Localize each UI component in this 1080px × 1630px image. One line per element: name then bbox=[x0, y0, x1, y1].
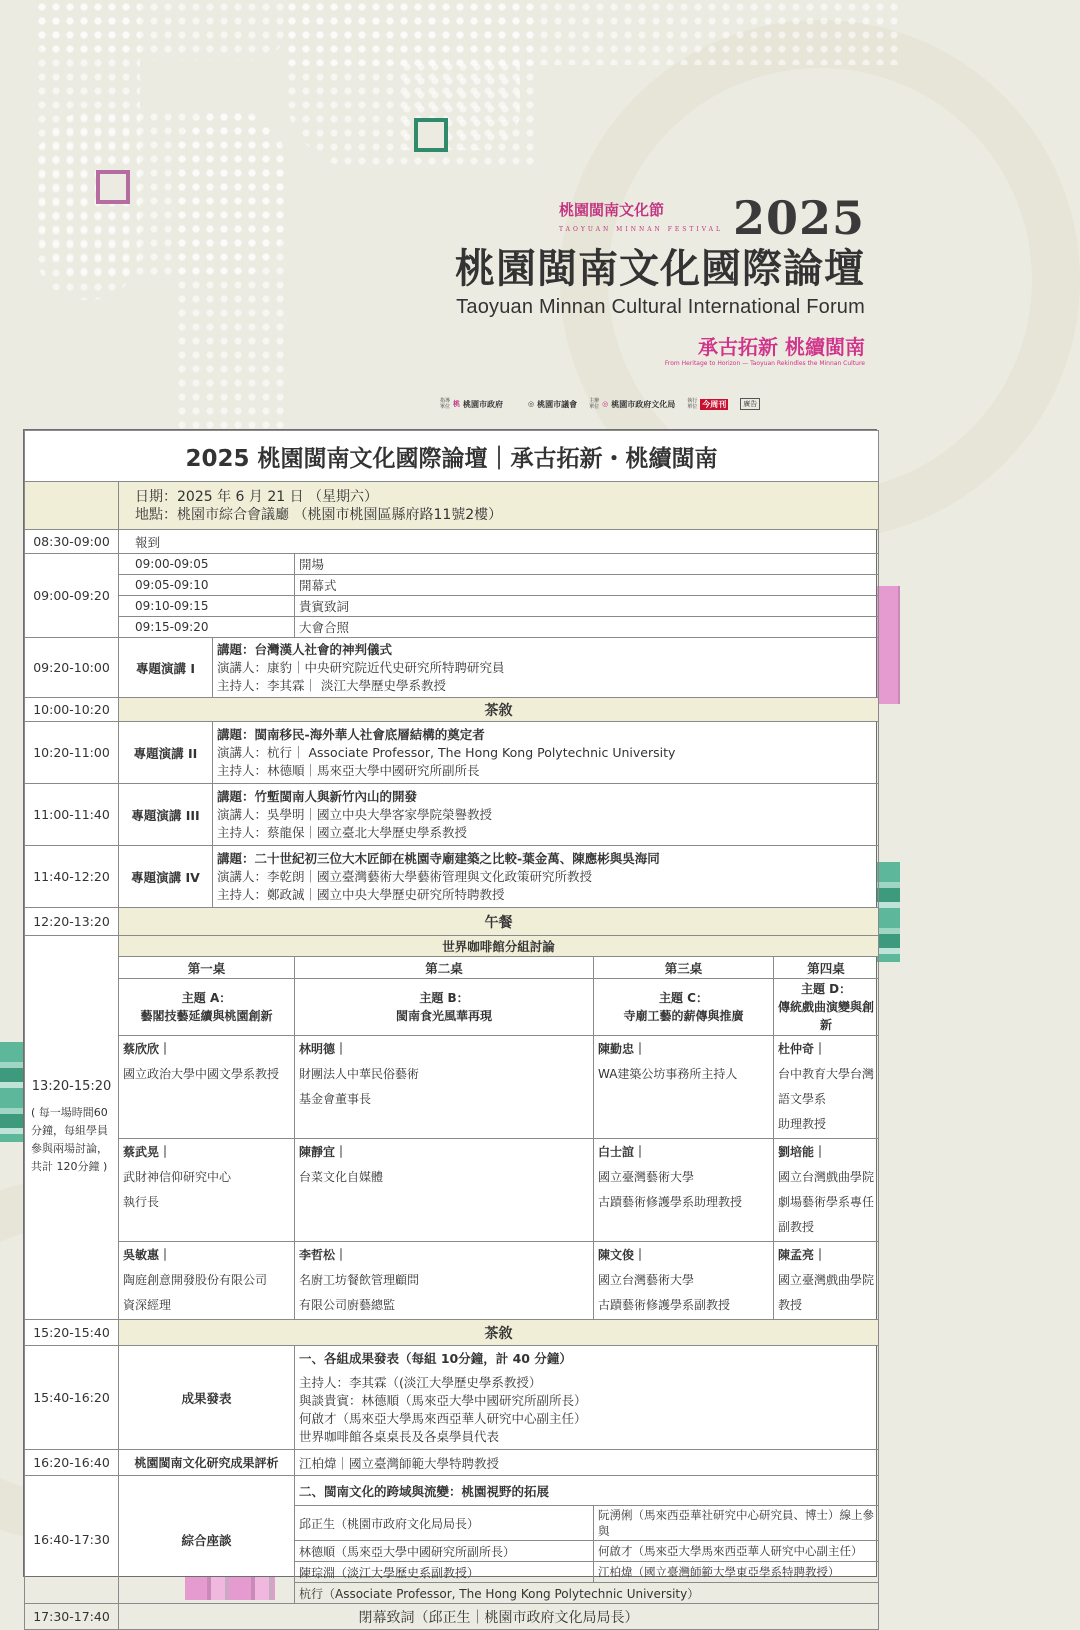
tea-break: 茶敘 bbox=[119, 698, 879, 722]
center-square bbox=[414, 118, 448, 152]
panelist: 阮湧俐（馬來西亞華社研究中心研究員、博士）線上參與 bbox=[594, 1506, 879, 1541]
results-label: 成果發表 bbox=[119, 1346, 295, 1450]
cafe-table: 第一桌 bbox=[119, 957, 295, 979]
cafe-table: 第四桌 bbox=[774, 957, 879, 979]
cafe-host: 劉培能｜ 國立台灣戲曲學院 劇場藝術學系專任副教授 bbox=[774, 1139, 879, 1242]
forum-title-zh: 桃園閩南文化國際論壇 bbox=[455, 245, 865, 292]
cafe-theme: 主題 C： 寺廟工藝的薪傳與推廣 bbox=[594, 979, 774, 1036]
cafe-host: 蔡武晃｜ 武財神信仰研究中心 執行長 bbox=[119, 1139, 295, 1242]
review-content: 江柏煒｜國立臺灣師範大學特聘教授 bbox=[295, 1450, 879, 1476]
cafe-host: 陳靜宜｜ 台菜文化自媒體 bbox=[295, 1139, 594, 1242]
festival-logo: 桃園閩南文化節 TAOYUAN MINNAN FESTIVAL bbox=[558, 201, 723, 233]
cafe-host: 蔡欣欣｜ 國立政治大學中國文學系教授 bbox=[119, 1036, 295, 1139]
sponsor-executor: 執行單位 今周刊 bbox=[687, 398, 727, 410]
agenda-table: 2025 桃園閩南文化國際論壇｜承古拓新・桃續閩南 日期：2025 年 6 月 21 日 （星期六） 地點：桃園市綜合會議廳 （桃園市桃園區縣府路11號2樓） 08:30-09:00 報到 09:00-09:20 09:00-09:05 開場 09:05-09:10 開幕式 09:10-09:15 貴賓致詞 09:15-09:20 大會合照 09:20-10:00 專題演講 I 講題：台灣漢人社會的神判儀式 演講人：康豹｜中央研究院近代史研究所特聘研究員 主持人：李其霖｜ 淡江大學歷史學系教授 10:00-10:20 茶敘 10:20-11:00 專題演講 II 講題：閩南移民-海外華人社會底層結構的奠定者 演講人：杭行｜ Associate Professor, The Hong Kong Polytechnic University 主持人：林德順｜馬來亞大學中國研究所副所長 11:00-11:40 專題演講 III 講題：竹塹閩南人與新竹內山的開發 演講人：吳學明｜國立中央大學客家學院榮譽教授 主持人：蔡龍保｜國立臺北大學歷史學系教授 11:40-12:20 專題演講 IV 講題：二十世紀初三位大木匠師在桃園寺廟建築之比較-葉金萬、陳應彬與吳海同 演講人：李乾朗｜國立臺灣藝術大學藝術管理與文化政策研究所教授 主持人：鄭政誠｜國立中央大學歷史研究所特聘教授 12:20-13:20 午餐 13:20-15:20 ( 每一場時間60分鐘，每組學員參與兩場討論，共計 120分鐘 ) 世界咖啡館分組討論 第一桌 第二桌 第三桌 第四桌 主題 A： 藝閣技藝延續與桃園創新 主題 B： 閩南食光風華再現 主題 C： 寺廟工藝的薪傳與推廣 主題 D： 傳統戲曲演變與創新 蔡欣欣｜ 國立政治大學中國文學系教授 林明德｜ 財團法人中華民俗藝術 基金會董事長 陳勤忠｜ WA建築公坊事務所主持人 杜仲奇｜ 台中教育大學台灣語文學系 助理教授 蔡武晃｜ 武財神信仰研究中心 執行長 陳靜宜｜ 台菜文化自媒體 白士誼｜ 國立臺灣藝術大學 古蹟藝術修護學系助理教授 劉培能｜ 國立台灣戲曲學院 劇場藝術學系專任副教授 吳敏惠｜ 陶庭創意開發股份有限公司 資深經理 李哲松｜ 名廚工坊餐飲管理顧問 有限公司廚藝總監 陳文俊｜ 國立台灣藝術大學 古蹟藝術修護學系副教授 陳孟亮｜ 國立臺灣戲曲學院教授 15:20-15:40 茶敘 15:40-16:20 成果發表 一、各組成果發表（每組 10分鐘，計 40 分鐘） 主持人：李其霖（(淡江大學歷史學系教授） 與談貴賓：林德順（馬來亞大學中國研究所副所長） 何啟才（馬來亞大學馬來西亞華人研究中心副主任） 世界咖啡館各桌桌長及各桌學員代表 16:20-16:40 桃園閩南文化研究成果評析 江柏煒｜國立臺灣師範大學特聘教授 16:40-17:30 綜合座談 二、閩南文化的跨域與流變：桃園視野的拓展 邱正生（桃園市政府文化局局長） 阮湧俐（馬來西亞華社研究中心研究員、博士）線上參與 林德順（馬來亞大學中國研究所副所長） 何啟才（馬來亞大學馬來西亞華人研究中心副主任） 陳琮淵（淡江大學歷史系副教授） 江柏煒（國立臺灣師範大學東亞學系特聘教授） 杭行（Associate Professor, The Hong Kong Polytechnic University） 17:30-17:40 閉幕致詞（邱正生｜桃園市政府文化局局長） bbox=[24, 430, 879, 1630]
cafe-table: 第二桌 bbox=[295, 957, 594, 979]
lunch: 午餐 bbox=[119, 908, 879, 936]
panel-label: 綜合座談 bbox=[119, 1476, 295, 1604]
review-label: 桃園閩南文化研究成果評析 bbox=[119, 1450, 295, 1476]
panelist: 林德順（馬來亞大學中國研究所副所長） bbox=[295, 1541, 594, 1562]
agenda-board bbox=[23, 429, 877, 1626]
sponsor-council: ◎ 桃園市議會 bbox=[528, 399, 578, 409]
panelist: 江柏煒（國立臺灣師範大學東亞學系特聘教授） bbox=[594, 1562, 879, 1583]
keynote-label: 專題演講 IV bbox=[119, 846, 213, 908]
sponsor-organizer: 主辦單位 ◎ 桃園市政府文化局 bbox=[589, 398, 676, 410]
pink-side-strip bbox=[876, 586, 900, 704]
forum-slogan: 承古拓新 桃續閩南 bbox=[698, 335, 865, 359]
cafe-host: 杜仲奇｜ 台中教育大學台灣語文學系 助理教授 bbox=[774, 1036, 879, 1139]
closing-remarks: 閉幕致詞（邱正生｜桃園市政府文化局局長） bbox=[119, 1604, 879, 1630]
keynote-1: 講題：台灣漢人社會的神判儀式 演講人：康豹｜中央研究院近代史研究所特聘研究員 主持人：李其霖｜ 淡江大學歷史學系教授 bbox=[213, 638, 879, 698]
results-content: 一、各組成果發表（每組 10分鐘，計 40 分鐘） 主持人：李其霖（(淡江大學歷史學系教授） 與談貴賓：林德順（馬來亞大學中國研究所副所長） 何啟才（馬來亞大學馬來西亞華人研究中心副主任） 世界咖啡館各桌桌長及各桌學員代表 bbox=[295, 1346, 879, 1450]
sponsor-row bbox=[440, 398, 760, 410]
keynote-label: 專題演講 III bbox=[119, 784, 213, 846]
cafe-table: 第三桌 bbox=[594, 957, 774, 979]
panelist: 杭行（Associate Professor, The Hong Kong Polytechnic University） bbox=[295, 1583, 879, 1604]
cafe-theme: 主題 D： 傳統戲曲演變與創新 bbox=[774, 979, 879, 1036]
cafe-host: 林明德｜ 財團法人中華民俗藝術 基金會董事長 bbox=[295, 1036, 594, 1139]
green-side-strip bbox=[876, 862, 900, 962]
forum-slogan-en: From Heritage to Horizon — Taoyuan Rekindles the Minnan Culture bbox=[664, 360, 865, 367]
opening-item: 開場 bbox=[295, 554, 879, 575]
opening-item: 貴賓致詞 bbox=[295, 596, 879, 617]
cafe-theme: 主題 B： 閩南食光風華再現 bbox=[295, 979, 594, 1036]
cafe-host: 陳勤忠｜ WA建築公坊事務所主持人 bbox=[594, 1036, 774, 1139]
forum-year: 2025 bbox=[732, 191, 865, 245]
panelist: 邱正生（桃園市政府文化局局長） bbox=[295, 1506, 594, 1541]
world-cafe-time: 13:20-15:20 ( 每一場時間60分鐘，每組學員參與兩場討論，共計 120分鐘 ) bbox=[25, 936, 119, 1320]
opening-item: 開幕式 bbox=[295, 575, 879, 596]
keynote-label: 專題演講 II bbox=[119, 722, 213, 784]
cafe-host: 白士誼｜ 國立臺灣藝術大學 古蹟藝術修護學系助理教授 bbox=[594, 1139, 774, 1242]
forum-title-en: Taoyuan Minnan Cultural International Forum bbox=[456, 296, 865, 318]
cafe-host: 陳文俊｜ 國立台灣藝術大學 古蹟藝術修護學系副教授 bbox=[594, 1242, 774, 1320]
cafe-host: 李哲松｜ 名廚工坊餐飲管理顧問 有限公司廚藝總監 bbox=[295, 1242, 594, 1320]
center-square bbox=[96, 170, 130, 204]
panelist: 何啟才（馬來亞大學馬來西亞華人研究中心副主任） bbox=[594, 1541, 879, 1562]
opening-item: 大會合照 bbox=[295, 617, 879, 638]
panelist: 陳琮淵（淡江大學歷史系副教授） bbox=[295, 1562, 594, 1583]
pink-pattern-band bbox=[35, 110, 285, 280]
keynote-4: 講題：二十世紀初三位大木匠師在桃園寺廟建築之比較-葉金萬、陳應彬與吳海同 演講人：李乾朗｜國立臺灣藝術大學藝術管理與文化政策研究所教授 主持人：鄭政誠｜國立中央大學歷史研究所特聘教授 bbox=[213, 846, 879, 908]
green-side-strip bbox=[0, 1042, 23, 1142]
sponsor-guidance: 指導單位 桃 桃園市政府 bbox=[440, 398, 503, 410]
ad-tag: 廣告 bbox=[740, 398, 760, 410]
tea-break: 茶敘 bbox=[119, 1320, 879, 1346]
cafe-host: 陳孟亮｜ 國立臺灣戲曲學院教授 bbox=[774, 1242, 879, 1320]
cafe-theme: 主題 A： 藝閣技藝延續與桃園創新 bbox=[119, 979, 295, 1036]
forum-header bbox=[420, 191, 865, 367]
panel-heading: 二、閩南文化的跨域與流變：桃園視野的拓展 bbox=[295, 1476, 879, 1506]
cafe-host: 吳敏惠｜ 陶庭創意開發股份有限公司 資深經理 bbox=[119, 1242, 295, 1320]
registration: 報到 bbox=[119, 530, 879, 554]
keynote-3: 講題：竹塹閩南人與新竹內山的開發 演講人：吳學明｜國立中央大學客家學院榮譽教授 主持人：蔡龍保｜國立臺北大學歷史學系教授 bbox=[213, 784, 879, 846]
date-venue: 日期：2025 年 6 月 21 日 （星期六） 地點：桃園市綜合會議廳 （桃園市桃園區縣府路11號2樓） bbox=[119, 482, 879, 530]
keynote-2: 講題：閩南移民-海外華人社會底層結構的奠定者 演講人：杭行｜ Associate Professor, The Hong Kong Polytechnic University 主持人：林德順｜馬來亞大學中國研究所副所長 bbox=[213, 722, 879, 784]
agenda-title: 2025 桃園閩南文化國際論壇｜承古拓新・桃續閩南 bbox=[25, 431, 879, 482]
world-cafe-title: 世界咖啡館分組討論 bbox=[119, 936, 879, 957]
keynote-label: 專題演講 I bbox=[119, 638, 213, 698]
